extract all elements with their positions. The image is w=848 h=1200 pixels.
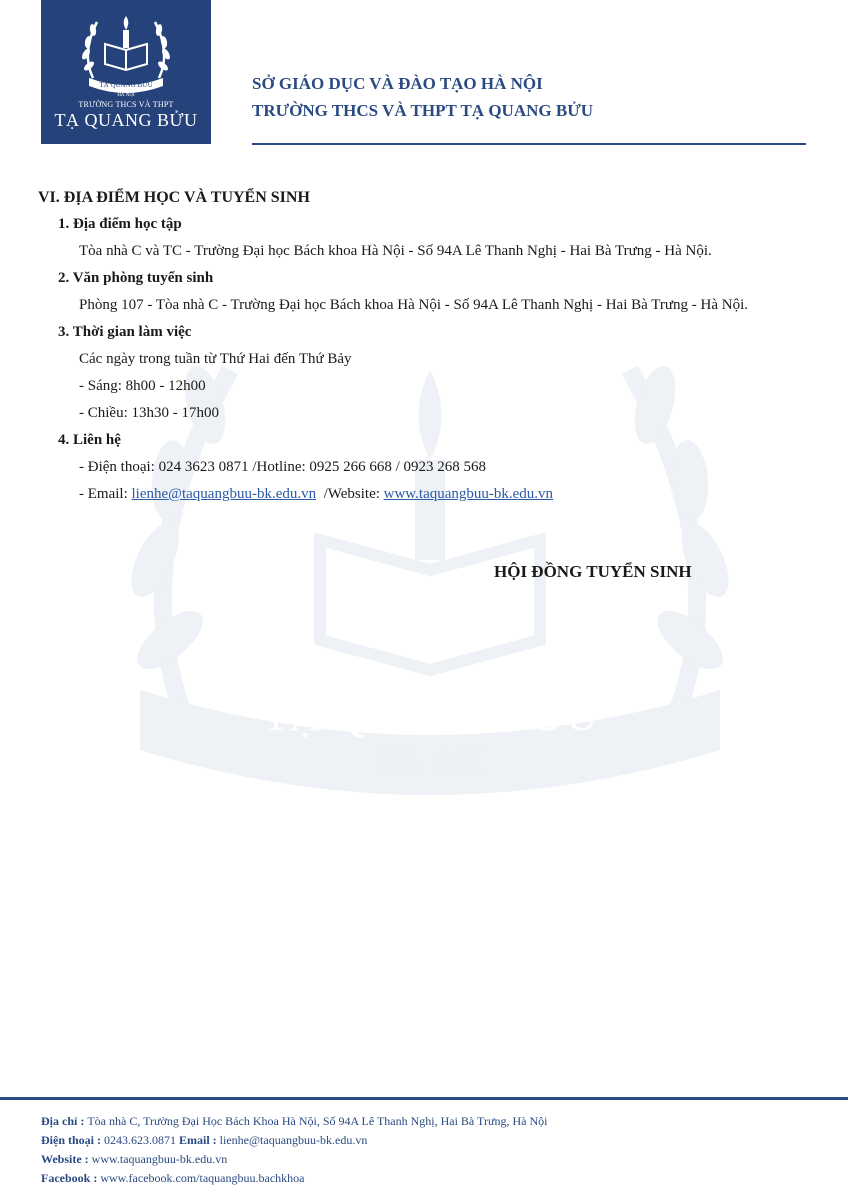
item-study-location-text: Tòa nhà C và TC - Trường Đại học Bách khoa Hà Nội - Số 94A Lê Thanh Nghị - Hai Bà Trưng - Hà Nội.	[79, 243, 712, 259]
footer	[41, 1112, 547, 1188]
footer-email-value[interactable]: lienhe@taquangbuu-bk.edu.vn	[219, 1133, 368, 1147]
footer-phone-value: 0243.623.0871	[104, 1133, 179, 1147]
item-study-location-title: 1. Địa điểm học tập	[58, 216, 182, 232]
email-label: - Email:	[79, 486, 132, 502]
item-admission-office-title: 2. Văn phòng tuyển sinh	[58, 270, 214, 286]
item-admission-office-text: Phòng 107 - Tòa nhà C - Trường Đại học Bách khoa Hà Nội - Số 94A Lê Thanh Nghị - Hai Bà Trưng - Hà Nội.	[79, 297, 749, 313]
footer-website	[41, 1150, 547, 1169]
item-contact-title: 4. Liên hệ	[58, 432, 121, 448]
footer-phone-label: Điện thoại :	[41, 1133, 104, 1147]
footer-facebook	[41, 1169, 547, 1188]
website-link[interactable]: www.taquangbuu-bk.edu.vn	[383, 486, 554, 502]
footer-facebook-label: Facebook :	[41, 1171, 101, 1185]
website-label: /Website:	[316, 486, 384, 502]
working-days: Các ngày trong tuần từ Thứ Hai đến Thứ Bảy	[79, 351, 352, 367]
school-name: TRƯỜNG THCS VÀ THPT TẠ QUANG BỬU	[252, 101, 594, 120]
ribbon-text: TẠ QUANG BỬU	[99, 81, 153, 89]
footer-address-label: Địa chỉ :	[41, 1114, 88, 1128]
footer-address	[41, 1112, 547, 1131]
morning-hours: - Sáng: 8h00 - 12h00	[79, 378, 206, 394]
footer-divider	[0, 1097, 848, 1100]
letterhead	[252, 70, 593, 124]
admission-section	[38, 185, 818, 508]
item-working-hours-title: 3. Thời gian làm việc	[58, 324, 192, 340]
admission-council-signature: HỘI ĐỒNG TUYỂN SINH	[494, 562, 692, 581]
logo-school-name: TẠ QUANG BỬU	[54, 110, 198, 130]
footer-address-value: Tòa nhà C, Trường Đại Học Bách Khoa Hà Nội, Số 94A Lê Thanh Nghị, Hai Bà Trưng, Hà Nội	[87, 1114, 548, 1128]
department-name: SỞ GIÁO DỤC VÀ ĐÀO TẠO HÀ NỘI	[252, 74, 543, 93]
watermark-text: TẠ QUANG BỬU	[262, 691, 598, 740]
watermark-subtext: HÀ NỘI	[377, 744, 483, 777]
footer-facebook-value[interactable]: www.facebook.com/taquangbuu.bachkhoa	[100, 1171, 305, 1185]
laurel-book-emblem-icon	[75, 8, 177, 100]
header-divider	[252, 143, 806, 145]
logo-subtitle: TRƯỜNG THCS VÀ THPT	[78, 100, 174, 109]
footer-website-value[interactable]: www.taquangbuu-bk.edu.vn	[91, 1152, 228, 1166]
contact-email-web	[38, 481, 818, 508]
footer-email-label: Email :	[179, 1133, 220, 1147]
email-link[interactable]: lienhe@taquangbuu-bk.edu.vn	[131, 486, 317, 502]
footer-phone-email	[41, 1131, 547, 1150]
school-logo	[41, 0, 211, 144]
footer-website-label: Website :	[41, 1152, 92, 1166]
afternoon-hours: - Chiều: 13h30 - 17h00	[79, 405, 219, 421]
ribbon-subtext: HÀ NỘI	[117, 93, 135, 98]
section-title: VI. ĐỊA ĐIỂM HỌC VÀ TUYỂN SINH	[38, 189, 310, 206]
contact-phone: - Điện thoại: 024 3623 0871 /Hotline: 0925 266 668 / 0923 268 568	[79, 459, 487, 475]
